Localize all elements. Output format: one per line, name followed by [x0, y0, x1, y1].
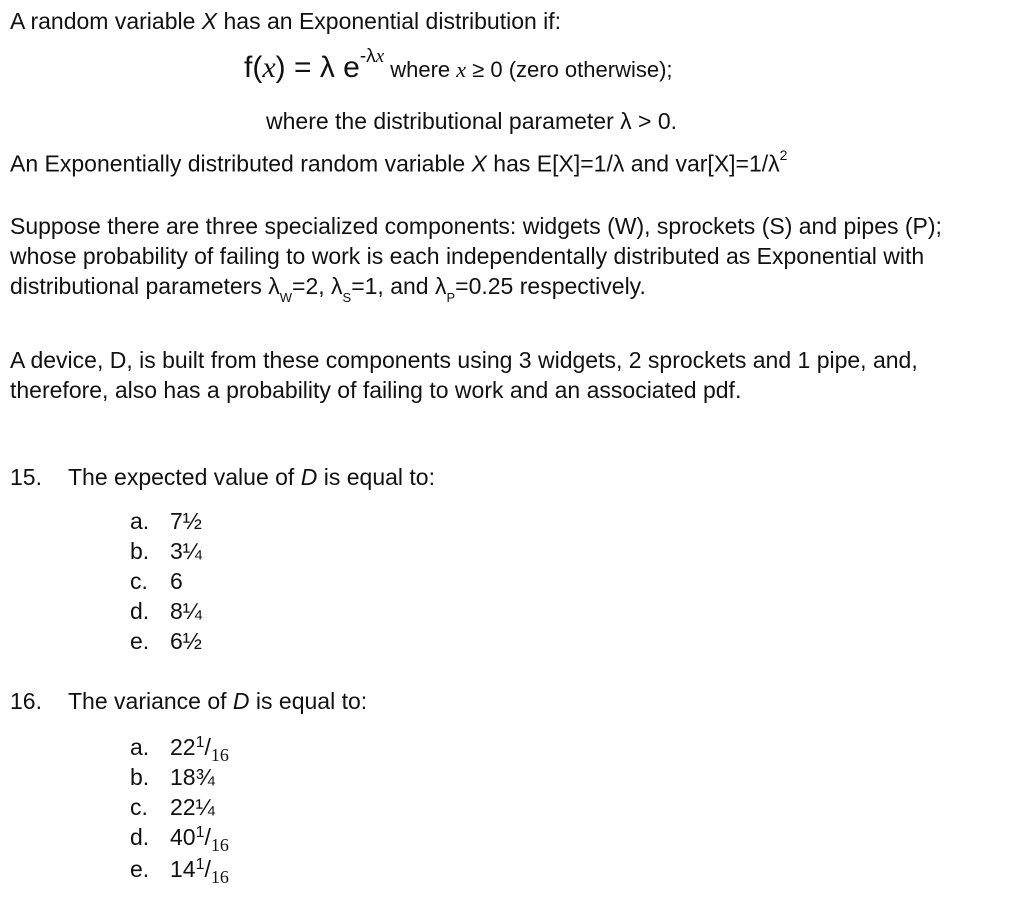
q15-option-c[interactable]: c. 6 [130, 568, 183, 594]
q15-option-a[interactable]: a. 7½ [130, 508, 202, 534]
q16-option-d[interactable]: d. $40^1/_{16}$ [130, 824, 229, 855]
question-number: 16. [10, 688, 42, 714]
q15-option-e[interactable]: e. 6½ [130, 628, 202, 654]
q15-option-b[interactable]: b. 3¼ [130, 538, 202, 564]
q16-option-c[interactable]: c. 22¼ [130, 794, 215, 820]
components-paragraph: Suppose there are three specialized components: widgets (W), sprockets (S) and pipes (P); whose probability of failing to work is each independentally distributed as Exponential with distributional parameters $\lambda_W=2$, $\lambda_S=1$, and $\lambda_P=0.25$ respectively. [10, 213, 942, 305]
q15-option-d[interactable]: d. 8¼ [130, 598, 202, 624]
q16-option-a[interactable]: a. $22^1/_{16}$ [130, 734, 229, 765]
device-paragraph: A device, D, is built from these components using 3 widgets, 2 sprockets and 1 pipe, and, therefore, also has a probability of failing to work and an associated pdf. [10, 347, 918, 403]
q16-option-e[interactable]: e. $14^1/_{16}$ [130, 856, 229, 887]
question-15: 15. The expected value of D is equal to: [10, 464, 435, 490]
moments-line: An Exponentially distributed random variable X has E[X]=1/λ and $var[X]=1/\lambda^2$ [10, 147, 788, 177]
question-number: 15. [10, 464, 42, 490]
q16-option-b[interactable]: b. 18¾ [130, 764, 215, 790]
question-16: 16. The variance of D is equal to: [10, 688, 368, 714]
pdf-formula: f(x) = λ $e^{-\lambda x}$ where x ≥ 0 (zero otherwise); [244, 46, 673, 84]
intro-line: A random variable X has an Exponential distribution if: [10, 8, 562, 34]
parameter-line: where the distributional parameter λ > 0. [266, 108, 678, 134]
